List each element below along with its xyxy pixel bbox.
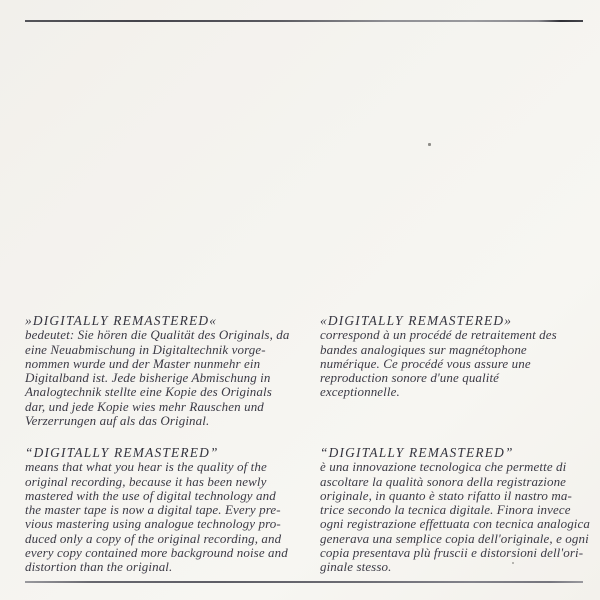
text-line: every copy contained more background noise and: [25, 545, 288, 561]
text-line: means that what you hear is the quality of the: [25, 459, 267, 475]
text-line: numérique. Ce procédé vous assure une: [320, 355, 531, 371]
text-line: mastered with the use of digital technology and: [25, 487, 276, 503]
text-line: Digitalband ist. Jede bisherige Abmischung in: [25, 370, 271, 386]
text-line: originale, in quanto è stato rifatto il nastro ma-: [320, 487, 572, 503]
text-line: Verzerrungen auf als das Original.: [25, 413, 210, 429]
text-line: duced only a copy of the original recording, and: [25, 530, 282, 546]
text-line: vious mastering using analogue technology pro-: [25, 516, 281, 532]
bottom-rule: [25, 581, 583, 583]
german-heading: »DIGITALLY REMASTERED«: [25, 313, 218, 328]
text-line: nommen wurde und der Master nunmehr ein: [25, 355, 261, 371]
text-block-german: [25, 314, 310, 428]
text-line: copia presentava plù fruscii e distorsioni dell'ori-: [320, 545, 584, 561]
text-line: distortion than the original.: [25, 559, 173, 575]
text-line: generava una semplice copia dell'originale, e ogni: [320, 530, 589, 546]
text-line: ginale stesso.: [320, 559, 392, 575]
text-block-english: [25, 446, 310, 575]
scan-speck: [428, 143, 431, 146]
text-block-italian: [320, 446, 600, 575]
french-body: [320, 328, 600, 399]
text-line: ogni registrazione effettuata con tecnica analogica: [320, 516, 590, 532]
text-line: bedeutet: Sie hören die Qualität des Originals, da: [25, 327, 290, 343]
text-line: correspond à un procédé de retraitement des: [320, 327, 557, 343]
scan-speck: [512, 562, 514, 564]
top-rule: [25, 20, 583, 22]
text-line: bandes analogiques sur magnétophone: [320, 341, 527, 357]
german-body: [25, 328, 310, 428]
french-heading: «DIGITALLY REMASTERED»: [320, 313, 513, 328]
text-line: eine Neuabmischung in Digitaltechnik vorge-: [25, 341, 266, 357]
text-line: è una innovazione tecnologica che permette di: [320, 459, 567, 475]
italian-heading: “DIGITALLY REMASTERED”: [320, 445, 514, 460]
text-line: ascoltare la qualità sonora della registrazione: [320, 473, 567, 489]
text-line: the master tape is now a digital tape. Every pre-: [25, 502, 281, 518]
italian-body: [320, 460, 600, 574]
text-block-french: [320, 314, 600, 400]
text-line: reproduction sonore d'une qualité: [320, 370, 500, 386]
text-line: original recording, because it has been newly: [25, 473, 267, 489]
text-line: exceptionnelle.: [320, 384, 400, 400]
text-line: trice secondo la tecnica digitale. Finora invece: [320, 502, 571, 518]
text-line: Analogtechnik stellte eine Kopie des Originals: [25, 384, 272, 400]
english-heading: “DIGITALLY REMASTERED”: [25, 445, 219, 460]
english-body: [25, 460, 310, 574]
text-line: dar, und jede Kopie wies mehr Rauschen und: [25, 398, 264, 414]
